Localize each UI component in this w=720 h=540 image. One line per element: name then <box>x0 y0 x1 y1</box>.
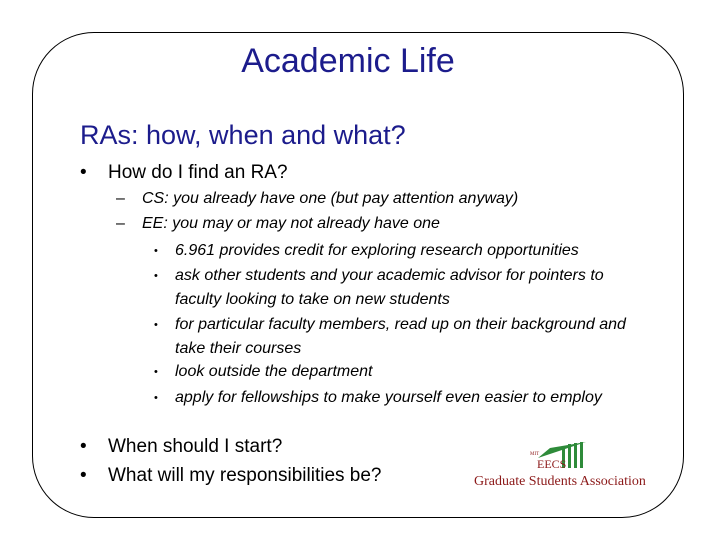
dash-marker: – <box>116 190 125 207</box>
ee-point <box>154 386 644 410</box>
ee-point-text: ask other students and your academic advisor for pointers to faculty looking to take on new students <box>175 267 604 308</box>
ee-point-text: apply for fellowships to make yourself even easier to employ <box>175 389 602 406</box>
bullet-marker: • <box>80 465 87 486</box>
bullet-marker: • <box>154 245 158 257</box>
ee-point-text: look outside the department <box>175 363 373 380</box>
bullet-marker: • <box>154 270 158 282</box>
sub-bullet-text: EE: you may or may not already have one <box>142 215 440 232</box>
bullet-marker: • <box>154 319 158 331</box>
dash-marker: – <box>116 215 125 232</box>
ee-point-text: 6.961 provides credit for exploring research opportunities <box>175 242 579 259</box>
bullet-marker: • <box>154 366 158 378</box>
logo-mit-text: MIT <box>530 452 540 457</box>
slide-subtitle: RAs: how, when and what? <box>80 120 406 150</box>
sub-bullet-text: CS: you already have one (but pay attention anyway) <box>142 190 519 207</box>
slide-title: Academic Life <box>241 42 455 80</box>
logo-gsa-text: Graduate Students Association <box>474 474 646 489</box>
ee-point <box>154 239 644 263</box>
ee-point <box>154 360 644 384</box>
bullet-marker: • <box>80 162 87 183</box>
bullet-text: How do I find an RA? <box>108 162 288 183</box>
bullet-text: What will my responsibilities be? <box>108 465 382 486</box>
bullet-marker: • <box>154 392 158 404</box>
ee-point-text: for particular faculty members, read up on their background and take their courses <box>175 316 626 357</box>
ee-point <box>154 313 644 361</box>
logo-eecs-text: EECS <box>537 457 567 471</box>
ee-point <box>154 264 644 312</box>
bullet-marker: • <box>80 436 87 457</box>
bullet-text: When should I start? <box>108 436 283 457</box>
